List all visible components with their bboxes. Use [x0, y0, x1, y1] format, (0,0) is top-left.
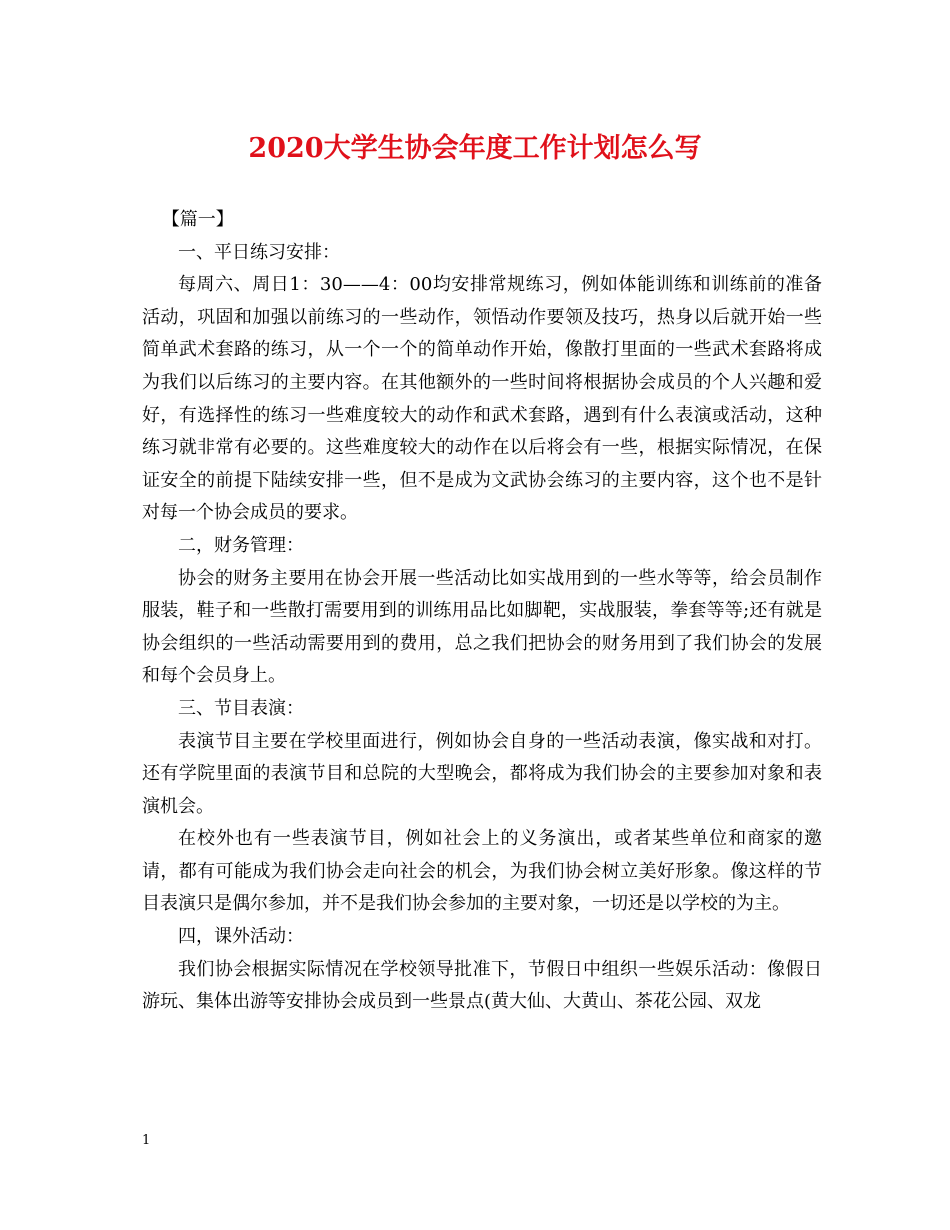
paragraph-performances-campus: 表演节目主要在学校里面进行，例如协会自身的一些活动表演，像实战和对打。还有学院里面的表演节目和总院的大型晚会，都将成为我们协会的主要参加对象和表演机会。	[142, 730, 822, 817]
paragraph-practice-schedule: 每周六、周日1：30——4：00均安排常规练习，例如体能训练和训练前的准备活动，巩固和加强以前练习的一些动作，领悟动作要领及技巧，热身以后就开始一些简单武术套路的练习，从一个一个的简单动作开始，像散打里面的一些武术套路将成为我们以后练习的主要内容。在其他额外的一些时间将根据协会成员的个人兴趣和爱好，有选择性的练习一些难度较大的动作和武术套路，遇到有什么表演或活动，这种练习就非常有必要的。这些难度较大的动作在以后将会有一些，根据实际情况，在保证安全的前提下陆续安排一些，但不是成为文武协会练习的主要内容，这个也不是针对每一个协会成员的要求。	[142, 274, 822, 524]
paragraph-financial-management: 协会的财务主要用在协会开展一些活动比如实战用到的一些水等等，给会员制作服装，鞋子和一些散打需要用到的训练用品比如脚靶，实战服装，拳套等等;还有就是协会组织的一些活动需要用到的费用，总之我们把协会的财务用到了我们协会的发展和每个会员身上。	[142, 567, 822, 687]
paragraph-performances-offcampus: 在校外也有一些表演节目，例如社会上的义务演出，或者某些单位和商家的邀请，都有可能成为我们协会走向社会的机会，为我们协会树立美好形象。像这样的节目表演只是偶尔参加，并不是我们协会参加的主要对象，一切还是以学校的为主。	[142, 828, 822, 915]
section-label: 【篇一】	[161, 209, 234, 230]
document-title: 2020大学生协会年度工作计划怎么写	[248, 133, 702, 164]
heading-practice-schedule: 一、平日练习安排：	[178, 241, 340, 263]
heading-performances: 三、节目表演：	[178, 697, 304, 719]
heading-financial-management: 二，财务管理：	[178, 534, 304, 556]
document-body	[142, 204, 822, 1019]
page-number: 1	[142, 1133, 151, 1148]
paragraph-extracurricular: 我们协会根据实际情况在学校领导批准下，节假日中组织一些娱乐活动：像假日游玩、集体出游等安排协会成员到一些景点(黄大仙、大黄山、茶花公园、双龙	[142, 958, 822, 1013]
heading-extracurricular: 四，课外活动：	[178, 926, 304, 948]
